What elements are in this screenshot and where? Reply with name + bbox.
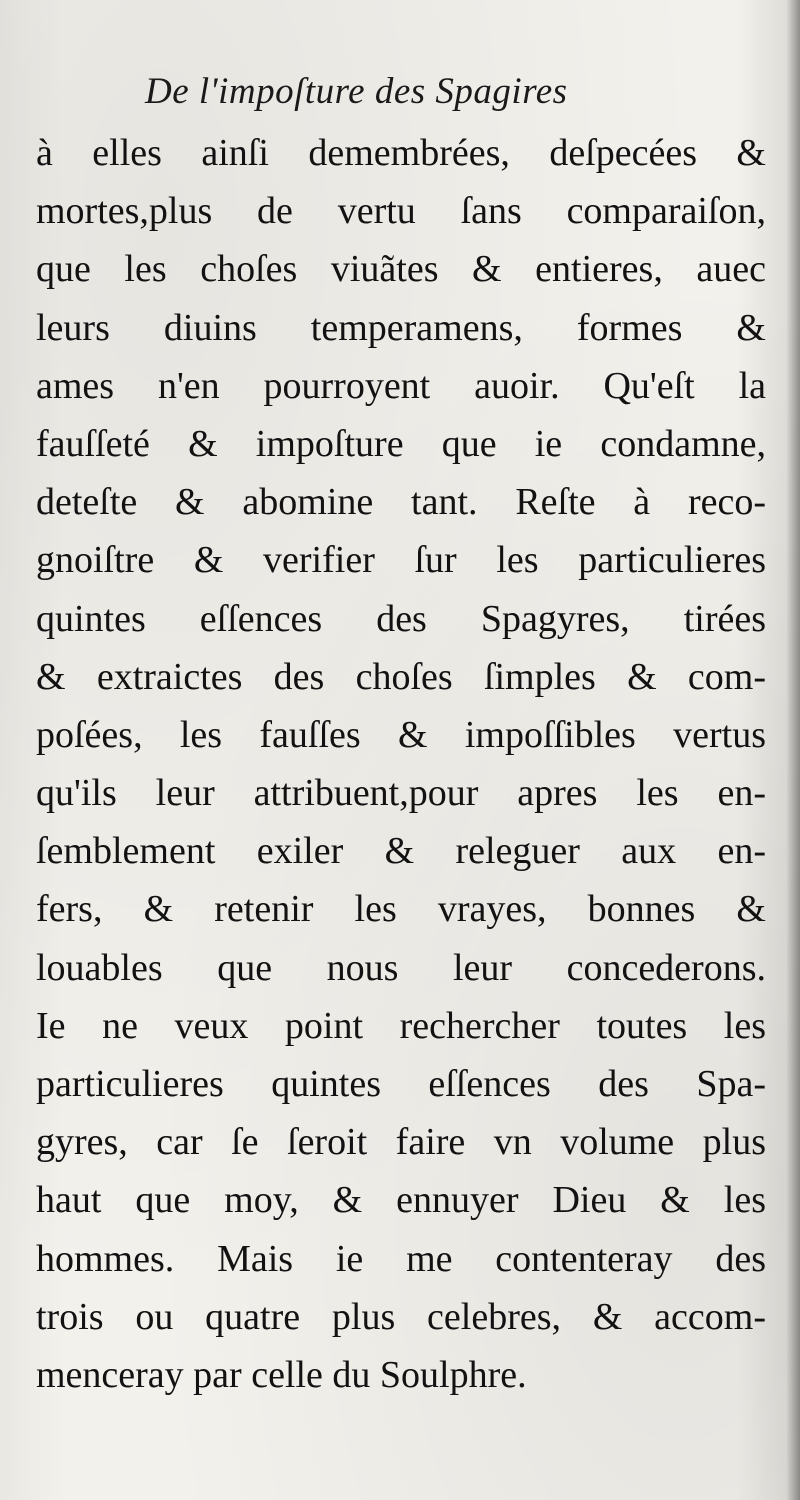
text-line: leurs diuins temperamens, formes & bbox=[36, 306, 766, 349]
running-head: De l'impoſture des Spagires bbox=[145, 71, 568, 112]
text-line: particulieres quintes eſſences des Spa- bbox=[36, 1063, 766, 1105]
text-line: Ie ne veux point rechercher toutes les bbox=[36, 1004, 766, 1047]
text-line: gyres, car ſe ſeroit faire vn volume plus bbox=[36, 1121, 766, 1164]
text-line: trois ou quatre plus celebres, & accom- bbox=[36, 1295, 766, 1338]
text-line: à elles ainſi demembrées, deſpecées & bbox=[36, 132, 766, 174]
text-line: deteſte & abomine tant. Reſte à reco- bbox=[36, 481, 766, 524]
text-line: haut que moy, & ennuyer Dieu & les bbox=[36, 1179, 766, 1222]
text-line: & extraictes des choſes ſimples & com- bbox=[36, 655, 766, 698]
text-line: ſemblement exiler & releguer aux en- bbox=[36, 830, 766, 873]
text-line: menceray par celle du Soulphre. bbox=[36, 1353, 527, 1396]
text-line: louables que nous leur concederons. bbox=[36, 946, 766, 989]
text-line: quintes eſſences des Spagyres, tirées bbox=[36, 597, 766, 640]
text-line: fauſſeté & impoſture que ie condamne, bbox=[36, 422, 766, 465]
body-text bbox=[36, 124, 766, 1404]
text-line: que les choſes viuãtes & entieres, auec bbox=[36, 248, 766, 291]
text-line: ames n'en pourroyent auoir. Qu'eſt la bbox=[36, 364, 766, 407]
text-line: fers, & retenir les vrayes, bonnes & bbox=[36, 888, 766, 931]
text-line: hommes. Mais ie me contenteray des bbox=[36, 1237, 766, 1280]
text-line: mortes,plus de vertu ſans comparaiſon, bbox=[36, 190, 766, 233]
text-line: gnoiſtre & verifier ſur les particulieres bbox=[36, 539, 766, 582]
page-edge-shadow bbox=[786, 0, 800, 1500]
text-line: qu'ils leur attribuent,pour apres les en- bbox=[36, 772, 766, 815]
text-line: poſées, les fauſſes & impoſſibles vertus bbox=[36, 713, 766, 756]
